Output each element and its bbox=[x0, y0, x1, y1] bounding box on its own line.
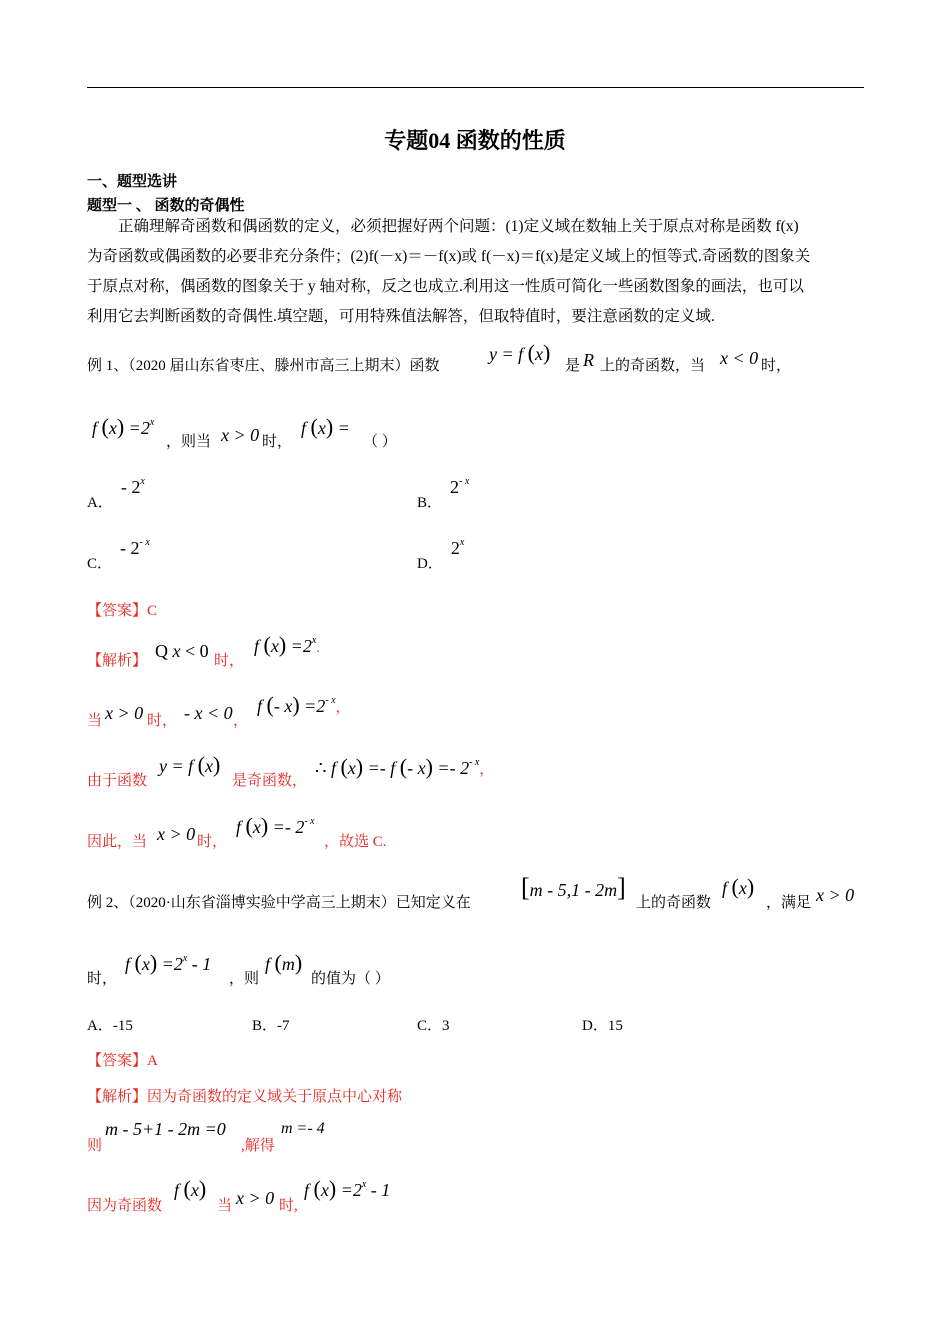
example1-step3-func: y = f (x) bbox=[159, 752, 221, 777]
example1-step4: f $(x) =- 2^{- x}$ bbox=[236, 813, 315, 838]
example2-text: ，满足 bbox=[766, 895, 812, 911]
intro-paragraph bbox=[87, 212, 864, 332]
example1-domain: R bbox=[583, 350, 594, 370]
example1-comma: ， bbox=[233, 713, 249, 729]
example2-text: 因为奇函数 bbox=[87, 1198, 163, 1214]
example2-func: f (x) bbox=[722, 874, 755, 899]
option-d[interactable]: D．2$^x$ bbox=[417, 537, 465, 572]
example1-text: 时， bbox=[197, 834, 228, 850]
example2-text: 的值为（ ） bbox=[311, 971, 390, 987]
example2-given2: f $(x) =2^x - 1$ bbox=[304, 1176, 391, 1201]
example2-equation: m - 5+1 - 2m =0 bbox=[105, 1119, 226, 1139]
example1-text: 由于函数 bbox=[87, 773, 148, 789]
example1-step4-cond: x > 0 bbox=[157, 824, 196, 844]
example1-text: 是 bbox=[565, 358, 581, 374]
example2-func2: f (x) bbox=[174, 1176, 207, 1201]
example1-text: 是奇函数， bbox=[232, 773, 308, 789]
example2-analysis: 【解析】因为奇函数的定义域关于原点中心对称 bbox=[87, 1089, 403, 1105]
example1-analysis-tag: 【解析】 bbox=[87, 653, 148, 669]
example1-text: ，则当 bbox=[166, 434, 212, 450]
example1-paren: （ ） bbox=[363, 434, 397, 450]
example1-text: 时， bbox=[262, 434, 293, 450]
example1-text: 时， bbox=[147, 713, 178, 729]
example2-stem: 例 2、（2020·山东省淄博实验中学高三上期末）已知定义在 bbox=[87, 895, 471, 911]
example2-text: 时, bbox=[279, 1198, 298, 1214]
example1-text: ，故选 C. bbox=[324, 834, 387, 850]
because-symbol: Q x < 0 bbox=[155, 641, 209, 661]
example1-ask: f (x) = bbox=[301, 414, 350, 439]
example2-text: 上的奇函数 bbox=[636, 895, 712, 911]
example1-step2-neg: - x < 0 bbox=[184, 703, 233, 723]
example1-function: y = f (x) bbox=[489, 340, 551, 365]
example1-step2-cond: x > 0 bbox=[105, 703, 144, 723]
option-a[interactable]: A．- 2$^x$ bbox=[87, 476, 145, 511]
example2-given: f $(x) =2^x - 1$ bbox=[125, 950, 212, 975]
example2-text: 则 bbox=[87, 1138, 103, 1154]
option-a[interactable]: A．-15 bbox=[87, 1018, 133, 1034]
option-c[interactable]: C．- $2^{- x}$ bbox=[87, 537, 150, 572]
example2-text: 时， bbox=[87, 971, 118, 987]
example1-text: 时， bbox=[214, 653, 245, 669]
example1-text: 因此，当 bbox=[87, 834, 148, 850]
example2-fm: f (m) bbox=[265, 950, 303, 975]
example2-text: 当 bbox=[217, 1198, 233, 1214]
type-heading: 题型一 、 函数的奇偶性 bbox=[87, 198, 245, 214]
intro-line: 于原点对称，偶函数的图象关于 y 轴对称，反之也成立.利用这一性质可简化一些函数图象的画法，也可以 bbox=[87, 278, 804, 295]
example1-given: f $(x) =2^x$ bbox=[92, 414, 155, 439]
option-b[interactable]: B．-7 bbox=[252, 1018, 290, 1034]
example1-text: 上的奇函数，当 bbox=[600, 358, 706, 374]
example2-cond2: x > 0 bbox=[236, 1188, 275, 1208]
option-c[interactable]: C．3 bbox=[417, 1018, 450, 1034]
example2-text: ，则 bbox=[229, 971, 260, 987]
example2-interval: [m - 5,1 - 2m] bbox=[521, 873, 626, 902]
example1-condition: x > 0 bbox=[221, 425, 260, 445]
intro-line: 为奇函数或偶函数的必要非充分条件；(2)f(－x)＝－f(x)或 f(－x)＝f(x)是定义域上的恒等式.奇函数的图象关 bbox=[87, 248, 811, 265]
example1-text: 时， bbox=[761, 358, 792, 374]
section-heading: 一、题型选讲 bbox=[87, 174, 178, 190]
page-title: 专题04 函数的性质 bbox=[384, 128, 566, 153]
example1-step1: f $(x) =2^x$. bbox=[254, 632, 320, 657]
example1-text: 当 bbox=[87, 713, 103, 729]
example1-condition: x < 0 bbox=[720, 348, 759, 368]
intro-line: 正确理解奇函数和偶函数的定义，必须把握好两个问题：(1)定义域在数轴上关于原点对称是函数 f(x) bbox=[118, 218, 799, 235]
intro-line: 利用它去判断函数的奇偶性.填空题，可用特殊值法解答，但取特值时，要注意函数的定义域. bbox=[87, 308, 715, 325]
top-rule bbox=[87, 87, 864, 88]
example2-text: ,解得 bbox=[241, 1138, 275, 1154]
option-b[interactable]: B．$2^{- x}$ bbox=[417, 476, 470, 511]
example2-answer: 【答案】A bbox=[87, 1053, 158, 1069]
example1-stem-line1: 例 1、（2020 届山东省枣庄、滕州市高三上期末）函数 bbox=[87, 358, 440, 374]
option-d[interactable]: D．15 bbox=[582, 1018, 623, 1034]
example1-answer: 【答案】C bbox=[87, 603, 158, 619]
example2-result: m =- 4 bbox=[281, 1120, 325, 1137]
example2-cond: x > 0 bbox=[816, 885, 855, 905]
example1-step2: f (- $x) =2^{- x}$， bbox=[257, 692, 350, 717]
example1-step3: ∴ f (x) =- f (- $x) =- 2^{- x}$， bbox=[315, 754, 494, 779]
